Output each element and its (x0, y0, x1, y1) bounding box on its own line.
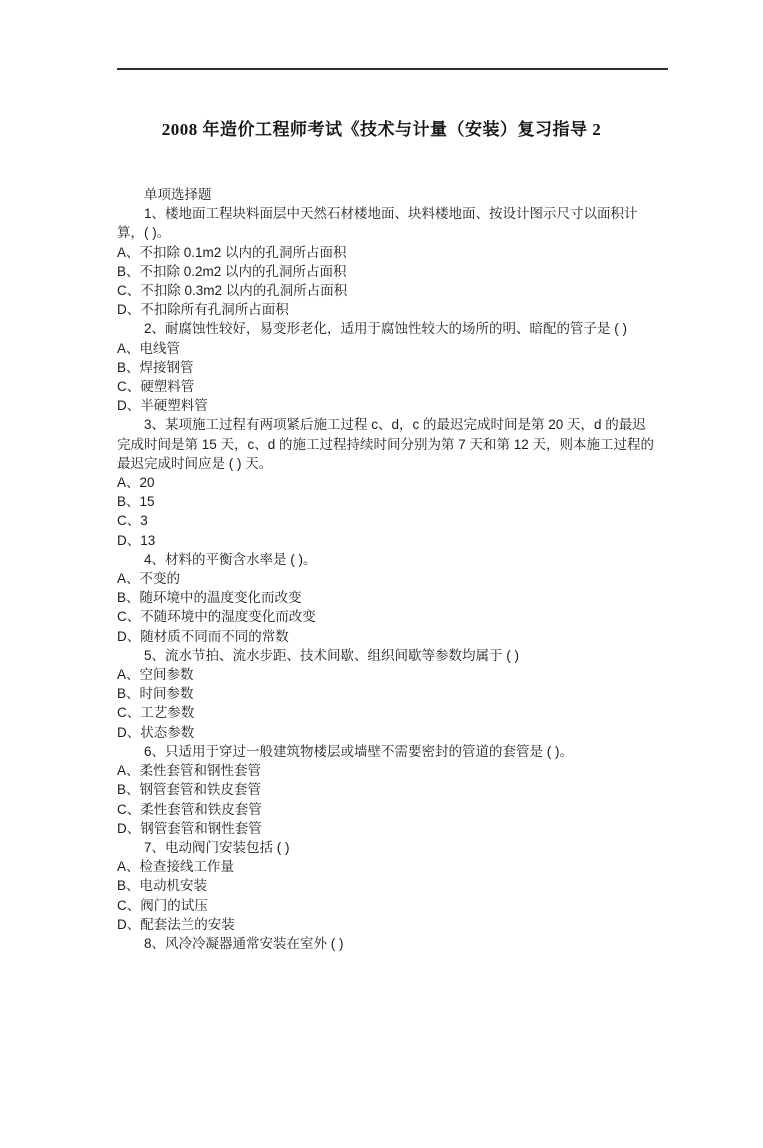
option-text: A、电线管 (117, 340, 181, 356)
option-text: D、13 (117, 532, 156, 548)
option-text: B、随环境中的温度变化而改变 (117, 590, 302, 606)
option-text: A、不变的 (117, 571, 181, 587)
option-text: A、柔性套管和钢性套管 (117, 763, 262, 779)
question-text: 1、楼地面工程块料面层中天然石材楼地面、块料楼地面、按设计图示尺寸以面积计算，( )。 (117, 206, 638, 241)
question-list (117, 204, 659, 953)
question-block (117, 934, 659, 953)
question-text: 2、耐腐蚀性较好，易变形老化，适用于腐蚀性较大的场所的明、暗配的管子是 ( ) (144, 321, 627, 337)
question-block (117, 550, 659, 646)
option-text: B、钢管套管和铁皮套管 (117, 782, 262, 798)
option-text: A、检查接线工作量 (117, 859, 235, 875)
option-text: C、不随环境中的湿度变化而改变 (117, 609, 316, 625)
section-heading: 单项选择题 (144, 187, 212, 202)
option-text: B、时间参数 (117, 686, 194, 702)
question-text: 5、流水节拍、流水步距、技术间歇、组织间歇等参数均属于 ( ) (144, 647, 519, 663)
option-text: C、3 (117, 513, 148, 529)
document-page (0, 68, 763, 1148)
option-text: C、阀门的试压 (117, 897, 208, 913)
option-text: A、20 (117, 475, 155, 491)
header-rule (117, 68, 668, 70)
option-text: D、随材质不同而不同的常数 (117, 628, 289, 644)
question-text: 8、风冷冷凝器通常安装在室外 ( ) (144, 935, 344, 951)
option-text: B、电动机安装 (117, 878, 208, 894)
option-text: D、配套法兰的安装 (117, 916, 235, 932)
option-text: C、不扣除 0.3m2 以内的孔洞所占面积 (117, 283, 348, 299)
option-text: D、不扣除所有孔洞所占面积 (117, 302, 289, 318)
option-text: B、焊接钢管 (117, 359, 194, 375)
option-text: D、半硬塑料管 (117, 398, 208, 414)
question-block (117, 319, 659, 415)
option-text: D、钢管套管和钢性套管 (117, 820, 262, 836)
option-text: C、柔性套管和铁皮套管 (117, 801, 262, 817)
document-body (117, 185, 659, 953)
question-block (117, 415, 659, 549)
option-text: A、空间参数 (117, 667, 194, 683)
option-text: D、状态参数 (117, 724, 195, 740)
option-text: B、不扣除 0.2m2 以内的孔洞所占面积 (117, 263, 347, 279)
question-text: 3、某项施工过程有两项紧后施工过程 c、d，c 的最迟完成时间是第 20 天，d 的最迟完成时间是第 15 天，c、d 的施工过程持续时间分别为第 7 天和第 12 天，则本施工过程的最迟完成时间应是 ( ) 天。 (117, 417, 655, 471)
option-text: B、15 (117, 494, 155, 510)
option-text: C、硬塑料管 (117, 379, 195, 395)
page-title: 2008 年造价工程师考试《技术与计量（安装）复习指导 2 (161, 120, 602, 139)
question-block (117, 742, 659, 838)
question-block (117, 838, 659, 934)
option-text: C、工艺参数 (117, 705, 195, 721)
question-text: 7、电动阀门安装包括 ( ) (144, 839, 290, 855)
question-block (117, 204, 659, 319)
question-text: 6、只适用于穿过一般建筑物楼层或墙壁不需要密封的管道的套管是 ( )。 (144, 743, 573, 759)
option-text: A、不扣除 0.1m2 以内的孔洞所占面积 (117, 244, 347, 260)
question-block (117, 646, 659, 742)
question-text: 4、材料的平衡含水率是 ( )。 (144, 551, 317, 567)
